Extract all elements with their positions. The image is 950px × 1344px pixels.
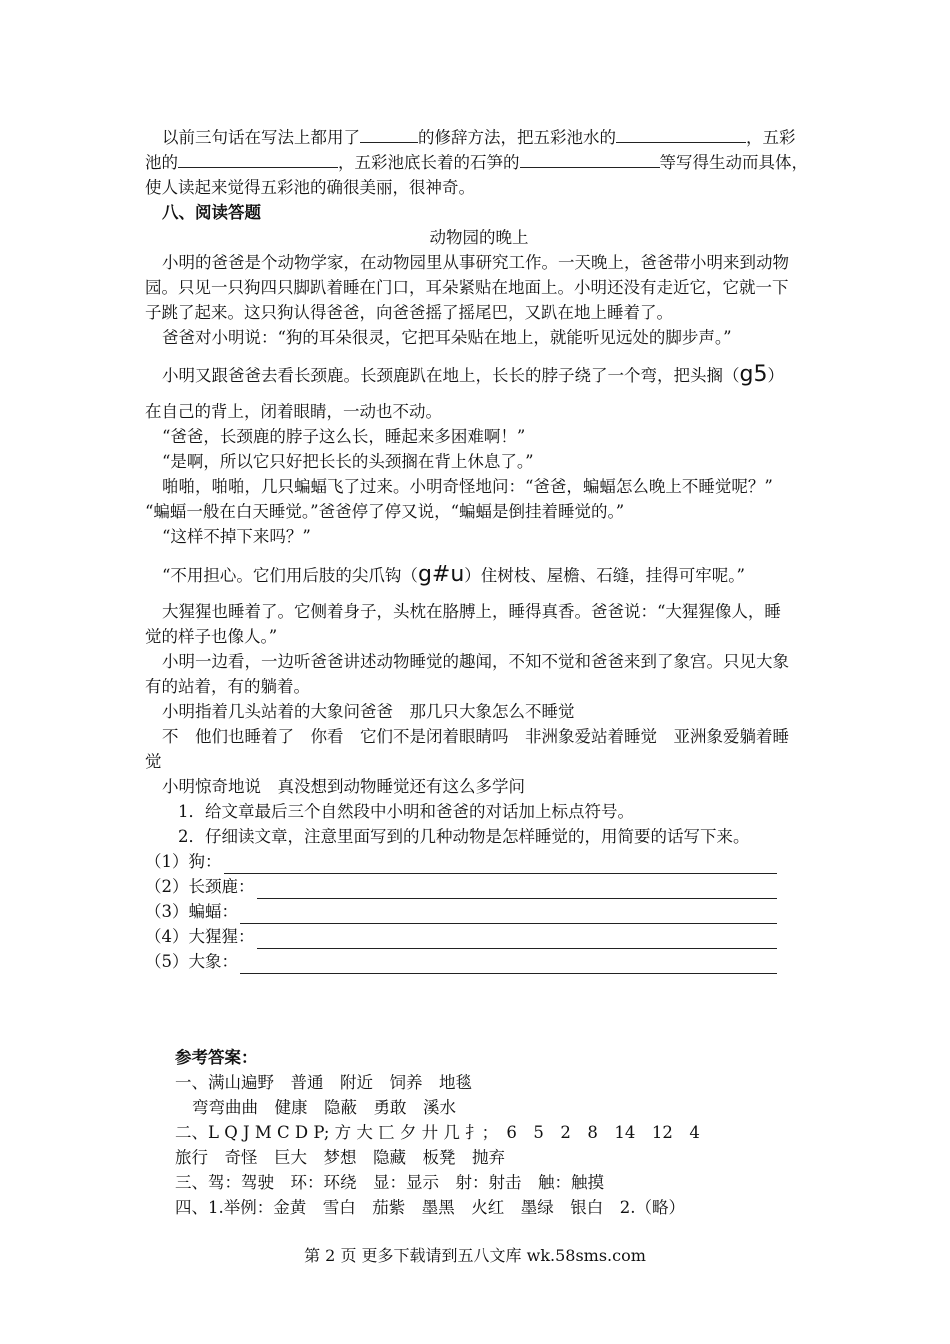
fill-blank[interactable] <box>360 126 418 143</box>
story-line: “爸爸，长颈鹿的脖子这么长，睡起来多困难啊！” <box>162 427 526 446</box>
intro-text: 以前三句话在写法上都用了 <box>162 128 360 147</box>
story-line: 子跳了起来。这只狗认得爸爸，向爸爸摇了摇尾巴，又趴在地上睡着了。 <box>145 303 673 322</box>
story-text: ）住树枝、屋檐、石缝，挂得可牢呢。” <box>464 566 745 585</box>
answer-line-4: 旅行 奇怪 巨大 梦想 隐藏 板凳 抛弃 <box>175 1148 505 1167</box>
story-line: “这样不掉下来吗？” <box>162 527 311 546</box>
intro-text: 的修辞方法，把五彩池水的 <box>418 128 616 147</box>
intro-text: ，五彩池底长着的石笋的 <box>338 153 520 172</box>
fill-blank[interactable] <box>520 151 660 168</box>
page-footer: 第 2 页 更多下载请到五八文库 wk.58sms.com <box>304 1246 646 1265</box>
story-title: 动物园的晚上 <box>429 228 529 247</box>
pinyin-glyph: g#u <box>417 562 465 587</box>
answer-row-bat <box>145 900 777 924</box>
intro-line-1 <box>145 126 830 150</box>
pinyin-glyph: g5 <box>739 362 768 387</box>
answer-line-1: 一、满山遍野 普通 附近 饲养 地毯 <box>175 1073 472 1092</box>
answer-line-2: 弯弯曲曲 健康 隐蔽 勇敢 溪水 <box>192 1098 456 1117</box>
story-line: 小明惊奇地说 真没想到动物睡觉还有这么多学问 <box>162 777 525 796</box>
intro-line-2 <box>145 151 813 175</box>
answer-line[interactable] <box>224 857 778 874</box>
story-line: 爸爸对小明说：“狗的耳朵很灵，它把耳朵贴在地上，就能听见远处的脚步声。” <box>162 328 732 347</box>
answer-row-gorilla <box>145 925 777 949</box>
story-line: “蝙蝠一般在白天睡觉。”爸爸停了停又说，“蝙蝠是倒挂着睡觉的。” <box>145 502 625 521</box>
question-2: 2．仔细读文章，注意里面写到的几种动物是怎样睡觉的，用简要的话写下来。 <box>178 827 750 846</box>
answer-row-elephant <box>145 950 777 974</box>
answer-label: （2）长颈鹿： <box>145 877 255 896</box>
story-line: 小明一边看，一边听爸爸讲述动物睡觉的趣闻，不知不觉和爸爸来到了象宫。只见大象 <box>162 652 789 671</box>
story-line: 有的站着，有的躺着。 <box>145 677 310 696</box>
answer-line-5: 三、驾：驾驶 环：环绕 显：显示 射：射击 触：触摸 <box>175 1173 604 1192</box>
story-text: 小明又跟爸爸去看长颈鹿。长颈鹿趴在地上，长长的脖子绕了一个弯，把头搁（ <box>162 366 740 385</box>
answer-line[interactable] <box>257 932 778 949</box>
question-1: 1．给文章最后三个自然段中小明和爸爸的对话加上标点符号。 <box>178 802 634 821</box>
story-line-bat <box>145 563 830 588</box>
section-heading: 八、阅读答题 <box>162 203 261 222</box>
answer-label: （3）蝙蝠： <box>145 902 238 921</box>
intro-text: 等写得生动而具体， <box>659 153 808 172</box>
answer-row-giraffe <box>145 875 777 899</box>
story-line: 小明的爸爸是个动物学家，在动物园里从事研究工作。一天晚上，爸爸带小明来到动物 <box>162 253 789 272</box>
story-text: “不用担心。它们用后肢的尖爪钩（ <box>162 566 418 585</box>
answer-row-dog <box>145 850 777 874</box>
fill-blank[interactable] <box>178 151 338 168</box>
story-line: 不 他们也睡着了 你看 它们不是闭着眼睛吗 非洲象爱站着睡觉 亚洲象爱躺着睡 <box>162 727 789 746</box>
story-text: ） <box>767 366 784 385</box>
answers-heading: 参考答案： <box>175 1048 258 1067</box>
story-line: 觉的样子也像人。” <box>145 627 278 646</box>
story-line: 园。只见一只狗四只脚趴着睡在门口，耳朵紧贴在地面上。小明还没有走近它，它就一下 <box>145 278 789 297</box>
fill-blank[interactable] <box>616 126 746 143</box>
story-line: 大猩猩也睡着了。它侧着身子，头枕在胳膊上，睡得真香。爸爸说：“大猩猩像人，睡 <box>162 602 781 621</box>
answer-label: （1）狗： <box>145 852 222 871</box>
story-line: 在自己的背上，闭着眼睛，一动也不动。 <box>145 402 442 421</box>
story-line: “是啊，所以它只好把长长的头颈搁在背上休息了。” <box>162 452 534 471</box>
answer-label: （4）大猩猩： <box>145 927 255 946</box>
story-line: 觉 <box>145 752 162 771</box>
answer-line[interactable] <box>257 882 778 899</box>
answer-line-6: 四、1.举例：金黄 雪白 茄紫 墨黑 火红 墨绿 银白 2.（略） <box>175 1198 685 1217</box>
answer-line[interactable] <box>240 907 777 924</box>
story-line: 啪啪，啪啪，几只蝙蝠飞了过来。小明奇怪地问：“爸爸，蝙蝠怎么晚上不睡觉呢？” <box>162 477 773 496</box>
answer-label: （5）大象： <box>145 952 238 971</box>
intro-text: 池的 <box>145 153 178 172</box>
story-line: 小明指着几头站着的大象问爸爸 那几只大象怎么不睡觉 <box>162 702 575 721</box>
intro-text: ，五彩 <box>746 128 796 147</box>
answer-line-3: 二、L Q J M C D P; 方 大 匸 夕 廾 几 扌； 6 5 2 8 14 12 4 <box>175 1123 700 1142</box>
answer-line[interactable] <box>240 957 777 974</box>
intro-line-3: 使人读起来觉得五彩池的确很美丽，很神奇。 <box>145 178 475 197</box>
story-line-giraffe <box>145 363 830 388</box>
